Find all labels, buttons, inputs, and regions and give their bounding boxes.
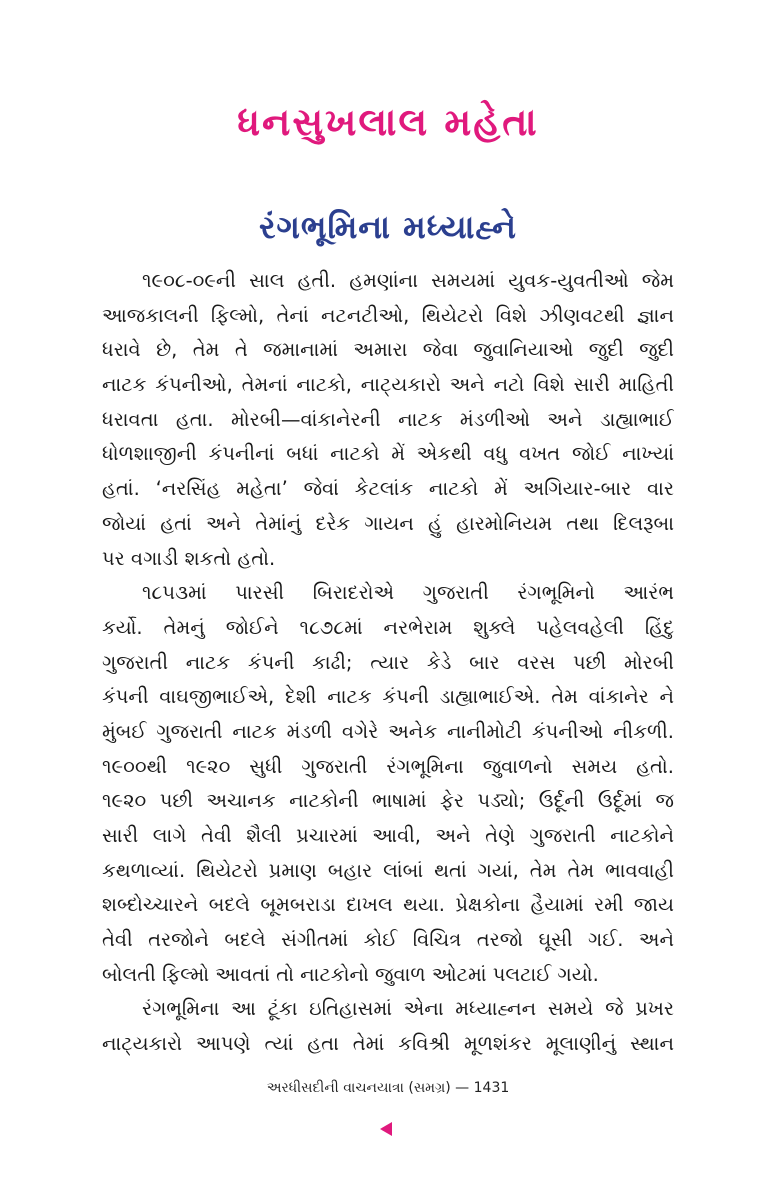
text-line: મુંબઈ ગુજરાતી નાટક મંડળી વગેરે અનેક નાનીમોટી કંપનીઓ નીકળી.	[102, 719, 674, 743]
text-line: બોલતી ફિલ્મો આવતાં તો નાટકોનો જુવાળ ઓટમાં પલટાઈ ગયો.	[102, 962, 599, 986]
body-text	[102, 264, 674, 1062]
text-line: નાટક કંપનીઓ, તેમનાં નાટકો, નાટ્યકારો અને નટો વિશે સારી માહિતી	[102, 373, 674, 397]
paragraph-1	[102, 264, 674, 576]
text-line: તેવી તરજોને બદલે સંગીતમાં કોઈ વિચિત્ર તરજો ઘૂસી ગઈ. અને	[102, 928, 674, 952]
text-line: પર વગાડી શકતો હતો.	[102, 546, 276, 570]
text-line: હતાં. ‘નરસિંહ મહેતા’ જેવાં કેટલાંક નાટકો મેં અગિયાર-બાર વાર	[102, 477, 674, 501]
text-line: ગુજરાતી નાટક કંપની કાઢી; ત્યાર કેડે બાર વરસ પછી મોરબી	[102, 650, 674, 674]
text-line: કંપની વાઘજીભાઈએ, દેશી નાટક કંપની ડાહ્યાભાઈએ. તેમ વાંકાનેર ને	[102, 685, 674, 709]
text-line: ધરાવે છે, તેમ તે જમાનામાં અમારા જેવા જુવાનિયાઓ જુદી જુદી	[102, 338, 674, 362]
text-line: નાટ્યકારો આપણે ત્યાં હતા તેમાં કવિશ્રી મૂળશંકર મૂલાણીનું સ્થાન	[102, 1032, 674, 1056]
text-line: જોયાં હતાં અને તેમાંનું દરેક ગાયન હું હારમોનિયમ તથા દિલરૂબા	[102, 511, 674, 535]
paragraph-2	[102, 576, 674, 992]
page-footer: અરધીસદીની વાચનયાત્રા (સમગ્ર) — 1431	[266, 1080, 510, 1096]
text-line: કર્યો. તેમનું જોઈને ૧૮૭૮માં નરભેરામ શુક્લે પહેલવહેલી હિંદુ	[102, 615, 674, 639]
chapter-title: રંગભૂમિના મધ્યાહ્ને	[258, 208, 518, 246]
text-line: ૧૮૫૩માં પારસી બિરાદરોએ ગુજરાતી રંગભૂમિનો આરંભ	[142, 581, 674, 605]
author-name: ધનસુખલાલ મહેતા	[237, 100, 539, 144]
text-line: રંગભૂમિના આ ટૂંકા ઇતિહાસમાં એના મધ્યાહ્નન સમયે જે પ્રખર	[142, 997, 674, 1021]
text-line: કથળાવ્યાં. થિયેટરો પ્રમાણ બહાર લાંબાં થતાં ગયાં, તેમ તેમ ભાવવાહી	[102, 858, 674, 882]
previous-page-icon[interactable]	[380, 1122, 392, 1136]
text-line: ૧૯૦૮-૦૯ની સાલ હતી. હમણાંના સમયમાં યુવક-યુવતીઓ જેમ	[142, 269, 674, 292]
text-line: સારી લાગે તેવી શૈલી પ્રચારમાં આવી, અને તેણે ગુજરાતી નાટકોને	[102, 824, 674, 847]
text-line: શબ્દોચ્ચારને બદલે બૂમબરાડા દાખલ થયા. પ્રેક્ષકોના હૈયામાં રમી જાય	[102, 893, 674, 917]
paragraph-3	[102, 992, 674, 1061]
text-line: ૧૯૦૦થી ૧૯૨૦ સુધી ગુજરાતી રંગભૂમિના જુવાળનો સમય હતો.	[102, 754, 674, 778]
text-line: ધોળશાજીની કંપનીનાં બધાં નાટકો મેં એકથી વધુ વખત જોઈ નાખ્યાં	[102, 442, 674, 466]
text-line: ૧૯૨૦ પછી અચાનક નાટકોની ભાષામાં ફેર પડ્યો; ઉર્દૂની ઉર્દૂમાં જ	[102, 789, 674, 813]
text-line: આજકાલની ફિલ્મો, તેનાં નટનટીઓ, થિયેટરો વિશે ઝીણવટથી જ્ઞાન	[102, 303, 674, 327]
text-line: ધરાવતા હતા. મોરબી—વાંકાનેરની નાટક મંડળીઓ અને ડાહ્યાભાઈ	[102, 407, 674, 431]
